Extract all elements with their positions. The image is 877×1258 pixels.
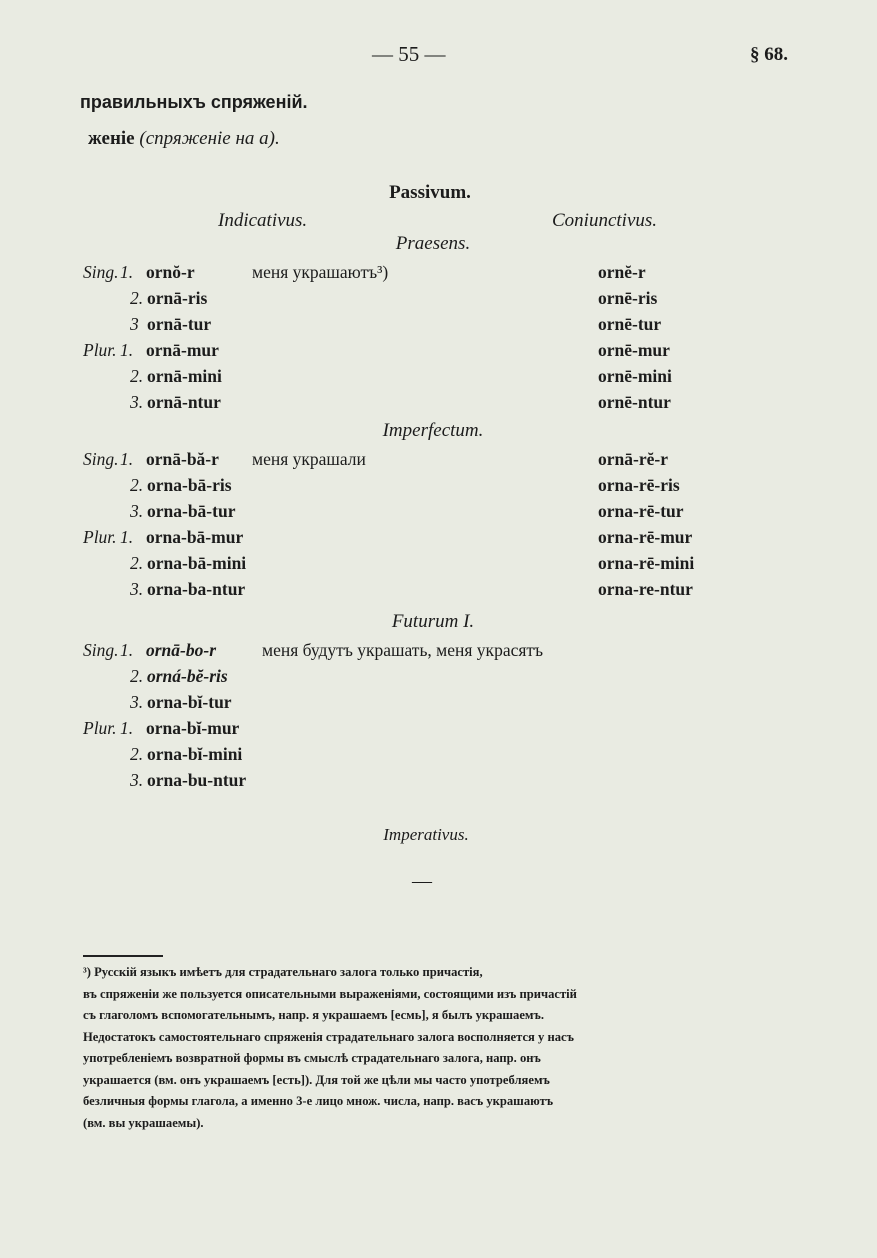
column-indicativus: Indicativus. <box>218 210 308 231</box>
subjunctive-form: ornē-ris <box>598 288 658 308</box>
footnote-line: съ глаголомъ вспомогательнымъ, напр. я украшаемъ [есмь], я былъ украшаемъ. <box>83 1008 545 1022</box>
footnote-line: ³) Русскій языкъ имѣетъ для страдательнаго залога только причастія, <box>83 965 483 979</box>
person-number: 1. <box>120 340 134 360</box>
column-coniunctivus: Coniunctivus. <box>552 210 658 231</box>
indicative-form: ornā-mur <box>146 340 219 360</box>
person-number: 1. <box>120 262 134 282</box>
footnote-line: украшается (вм. онъ украшаемъ [есть]). Для той же цѣли мы часто употребляемъ <box>83 1072 550 1087</box>
person-number: 2. <box>130 666 144 686</box>
number-label: Sing. <box>83 640 119 660</box>
number-label: Sing. <box>83 262 119 282</box>
subheading-prefix: женіе <box>88 128 135 149</box>
subjunctive-form: ornē-ntur <box>598 392 671 412</box>
indicative-form: orna-bā-ris <box>147 475 232 495</box>
person-number: 2. <box>130 288 144 308</box>
indicative-form: orna-bĭ-tur <box>147 692 232 712</box>
footnote-line: употребленіемъ возвратной формы въ смыслѣ страдательнаго залога, напр. онъ <box>83 1051 541 1065</box>
section-number: § 68. <box>750 44 788 65</box>
indicative-form: orna-bu-ntur <box>147 770 247 790</box>
russian-gloss: меня украшали <box>252 449 366 469</box>
person-number: 3. <box>130 770 144 790</box>
indicative-form: ornā-ris <box>147 288 208 308</box>
subjunctive-form: ornē-mini <box>598 366 672 386</box>
footnote <box>83 962 795 1134</box>
heading: правильныхъ спряженій. <box>80 92 308 112</box>
indicative-form: orna-bā-mur <box>146 527 244 547</box>
imperative-dash: — <box>412 870 432 892</box>
indicative-form: orná-bĕ-ris <box>147 666 228 686</box>
indicative-form: orna-bĭ-mini <box>147 744 243 764</box>
subjunctive-form: orna-re-ntur <box>598 579 693 599</box>
tense-title: Praesens. <box>395 233 471 254</box>
number-label: Sing. <box>83 449 119 469</box>
subjunctive-form: ornā-rĕ-r <box>598 449 668 469</box>
subheading-italic: (спряженіе на a). <box>139 128 280 149</box>
russian-gloss: меня будутъ украшать, меня украсятъ <box>262 640 544 660</box>
person-number: 1. <box>120 640 134 660</box>
indicative-form: ornā-ntur <box>147 392 221 412</box>
person-number: 2. <box>130 744 144 764</box>
person-number: 3. <box>130 501 144 521</box>
person-number: 3. <box>130 692 144 712</box>
footnote-line: въ спряженіи же пользуется описательными выраженіями, состоящими изъ причастій <box>83 986 577 1001</box>
person-number: 3. <box>130 579 144 599</box>
number-label: Plur. <box>83 527 117 547</box>
person-number: 1. <box>120 449 134 469</box>
footnote-line: Недостатокъ самостоятельнаго спряженія страдательнаго залога восполняется у насъ <box>83 1029 574 1044</box>
page-number: — 55 — <box>372 42 446 66</box>
subjunctive-form: orna-rē-mini <box>598 553 695 573</box>
tense-title: Imperfectum. <box>382 420 484 441</box>
person-number: 2. <box>130 553 144 573</box>
indicative-form: ornā-bo-r <box>146 640 217 660</box>
footnote-line: безличныя формы глагола, а именно 3-е лицо множ. числа, напр. васъ украшаютъ <box>83 1094 554 1108</box>
number-label: Plur. <box>83 340 117 360</box>
voice-title: Passivum. <box>389 182 471 203</box>
indicative-form: ornŏ-r <box>146 262 195 282</box>
person-number: 3. <box>130 392 144 412</box>
indicative-form: orna-ba-ntur <box>147 579 246 599</box>
subjunctive-form: orna-rē-mur <box>598 527 693 547</box>
subjunctive-form: ornē-tur <box>598 314 662 334</box>
subjunctive-form: ornē-mur <box>598 340 670 360</box>
subheading <box>88 128 280 150</box>
indicative-form: ornā-tur <box>147 314 212 334</box>
subjunctive-form: orna-rē-tur <box>598 501 684 521</box>
footnote-rule <box>83 955 163 957</box>
person-number: 1. <box>120 527 134 547</box>
subjunctive-form: ornĕ-r <box>598 262 646 282</box>
person-number: 2. <box>130 475 144 495</box>
tense-title: Futurum I. <box>391 611 475 632</box>
person-number: 2. <box>130 366 144 386</box>
indicative-form: orna-bā-mini <box>147 553 247 573</box>
number-label: Plur. <box>83 718 117 738</box>
subjunctive-form: orna-rē-ris <box>598 475 680 495</box>
imperative-title: Imperativus. <box>383 825 469 844</box>
indicative-form: ornā-mini <box>147 366 222 386</box>
indicative-form: orna-bā-tur <box>147 501 236 521</box>
russian-gloss: меня украшаютъ³) <box>252 262 389 282</box>
footnote-line: (вм. вы украшаемы). <box>83 1115 204 1130</box>
person-number: 3 <box>130 314 139 334</box>
indicative-form: orna-bĭ-mur <box>146 718 240 738</box>
person-number: 1. <box>120 718 134 738</box>
indicative-form: ornā-bă-r <box>146 449 219 469</box>
